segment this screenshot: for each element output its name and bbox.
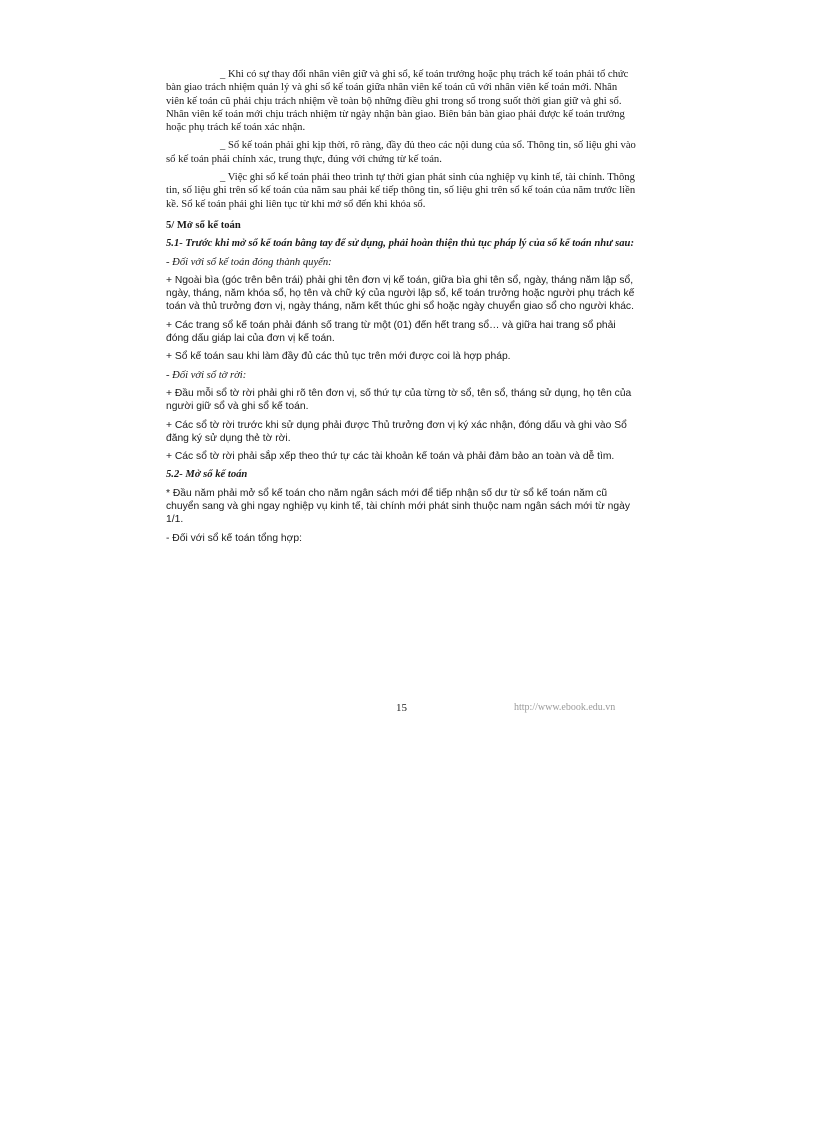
bullet-new-year-books: * Đầu năm phải mở sổ kế toán cho năm ngân sách mới để tiếp nhận số dư từ sổ kế toán năm cũ chuyển sang và ghi ngay nghiệp vụ kinh tế, tài chính mới phát sinh thuộc nam ngân sách mới từ ngày 1/1.	[166, 487, 631, 526]
subheading-general-books: - Đối với sổ kế toán tổng hợp:	[166, 532, 302, 544]
bullet-loose-sheet-approval: + Các sổ tờ rời trước khi sử dụng phải được Thủ trưởng đơn vị ký xác nhận, đóng dấu và ghi vào Sổ đăng ký sử dụng thẻ tờ rời.	[166, 419, 627, 444]
paragraph-chronological-order: _ Việc ghi sổ kế toán phải theo trình tự thời gian phát sinh của nghiệp vụ kinh tế, tài chính. Thông tin, số liệu ghi trên sổ kế toán của năm sau phải kế tiếp thông tin, số liệu ghi trên sổ kế toán của năm trước liền kề. Sổ kế toán phải ghi liên tục từ khi mở sổ đến khi khóa sổ.	[166, 172, 636, 210]
subheading-bound-books: - Đối với sổ kế toán đóng thành quyển:	[166, 256, 332, 268]
paragraph-handover: _ Khi có sự thay đổi nhân viên giữ và ghi sổ, kế toán trưởng hoặc phụ trách kế toán phải tổ chức bàn giao trách nhiệm quản lý và ghi sổ kế toán giữa nhân viên kế toán cũ với nhân viên kế toán mới. Nhân viên kế toán cũ phải chịu trách nhiệm về toàn bộ những điều ghi trong sổ trong suốt thời gian giữ và ghi sổ. Nhân viên kế toán mới chịu trách nhiệm từ ngày nhận bàn giao. Biên bản bàn giao phải được kế toán trưởng hoặc phụ trách kế toán xác nhận.	[166, 69, 629, 134]
bullet-loose-sheet-order: + Các sổ tờ rời phải sắp xếp theo thứ tự các tài khoản kế toán và phải đảm bảo an toàn và dễ tìm.	[166, 451, 615, 463]
page-number: 15	[396, 702, 407, 714]
subsection-heading-5-2: 5.2- Mở sổ kế toán	[166, 469, 248, 481]
bullet-legal-validity: + Sổ kế toán sau khi làm đầy đủ các thủ tục trên mới được coi là hợp pháp.	[166, 351, 511, 363]
bullet-cover-info: + Ngoài bìa (góc trên bên trái) phải ghi tên đơn vị kế toán, giữa bìa ghi tên sổ, ngày, tháng năm lập sổ, ngày, tháng, năm khóa sổ, họ tên và chữ ký của người lập sổ, kế toán trưởng hoặc người phụ trách kế toán và thủ trưởng đơn vị, ngày tháng, năm kết thúc ghi sổ hoặc ngày chuyển giao sổ cho người khác.	[166, 274, 635, 313]
document-page	[166, 68, 636, 550]
bullet-loose-sheet-header: + Đầu mỗi sổ tờ rời phải ghi rõ tên đơn vị, số thứ tự của từng tờ sổ, tên sổ, tháng sử dụng, họ tên của người giữ sổ và ghi sổ kế toán.	[166, 387, 632, 413]
section-heading-5: 5/ Mở sổ kế toán	[166, 219, 241, 231]
bullet-page-numbering: + Các trang sổ kế toán phải đánh số trang từ một (01) đến hết trang sổ… và giữa hai trang sổ phải đóng dấu giáp lai của đơn vị kế toán.	[166, 319, 616, 345]
footer-url: http://www.ebook.edu.vn	[514, 702, 616, 713]
subheading-loose-sheets: - Đối với sổ tờ rời:	[166, 369, 247, 381]
paragraph-timely-recording: _ Sổ kế toán phải ghi kịp thời, rõ ràng, đầy đủ theo các nội dung của sổ. Thông tin, số liệu ghi vào sổ kế toán phải chính xác, trung thực, đúng với chứng từ kế toán.	[166, 140, 636, 165]
subsection-heading-5-1: 5.1- Trước khi mở sổ kế toán bằng tay để sử dụng, phải hoàn thiện thủ tục pháp lý của sổ kế toán như sau:	[166, 238, 634, 250]
